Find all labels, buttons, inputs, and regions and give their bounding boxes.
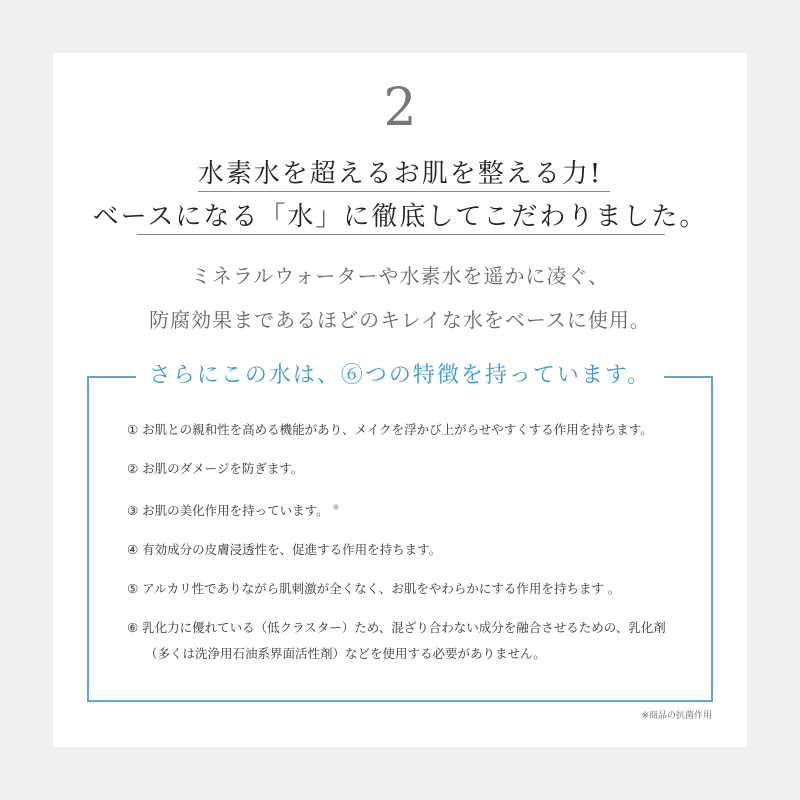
heading-rule-2 [137,234,665,235]
feature-item-6 [127,618,697,664]
lead-line-2: 防腐効果まであるほどのキレイな水をベースに使用。 [149,308,651,332]
features-box-title: さらにこの水は、⑥つの特徴を持っています。 [136,358,664,394]
feature-item-5 [127,579,697,599]
feature-item-1 [127,420,697,440]
section-number: 2 [383,78,417,138]
feature-item-6-continuation: （多くは洗浄用石油系界面活性剤）などを使用する必要がありません。 [145,646,546,662]
feature-item-3-note-mark: ※ [332,503,340,512]
footnote: ※商品の抗菌作用 [641,711,712,721]
lead-line-1: ミネラルウォーターや水素水を遥かに凌ぐ、 [190,264,610,288]
feature-item-4 [127,540,697,560]
feature-item-5-text: ⑤ アルカリ性でありながら肌刺激が全くなく、お肌をやわらかにする作用を持ちます 。 [127,581,621,597]
feature-item-2-text: ② お肌のダメージを防ぎます。 [127,461,304,476]
feature-item-3 [127,498,697,521]
feature-item-4-text: ④ 有効成分の皮膚浸透性を、促進する作用を持ちます。 [127,542,442,558]
heading-line-1: 水素水を超えるお肌を整える力! [197,159,603,189]
heading-line-2: ベースになる「水」に徹底してこだわりました。 [92,202,708,232]
feature-item-1-text: ① お肌との親和性を高める機能があり、メイクを浮かび上がらせやすくする作用を持ちます。 [127,422,653,437]
features-list [127,420,697,664]
feature-item-3-text: ③ お肌の美化作用を持っています。 [127,503,329,519]
feature-item-2 [127,459,697,479]
feature-item-6-text: ⑥ 乳化力に優れている（低クラスター）ため、混ざり合わない成分を融合させるための、乳化剤 [127,620,666,636]
heading-rule-1 [198,191,610,192]
